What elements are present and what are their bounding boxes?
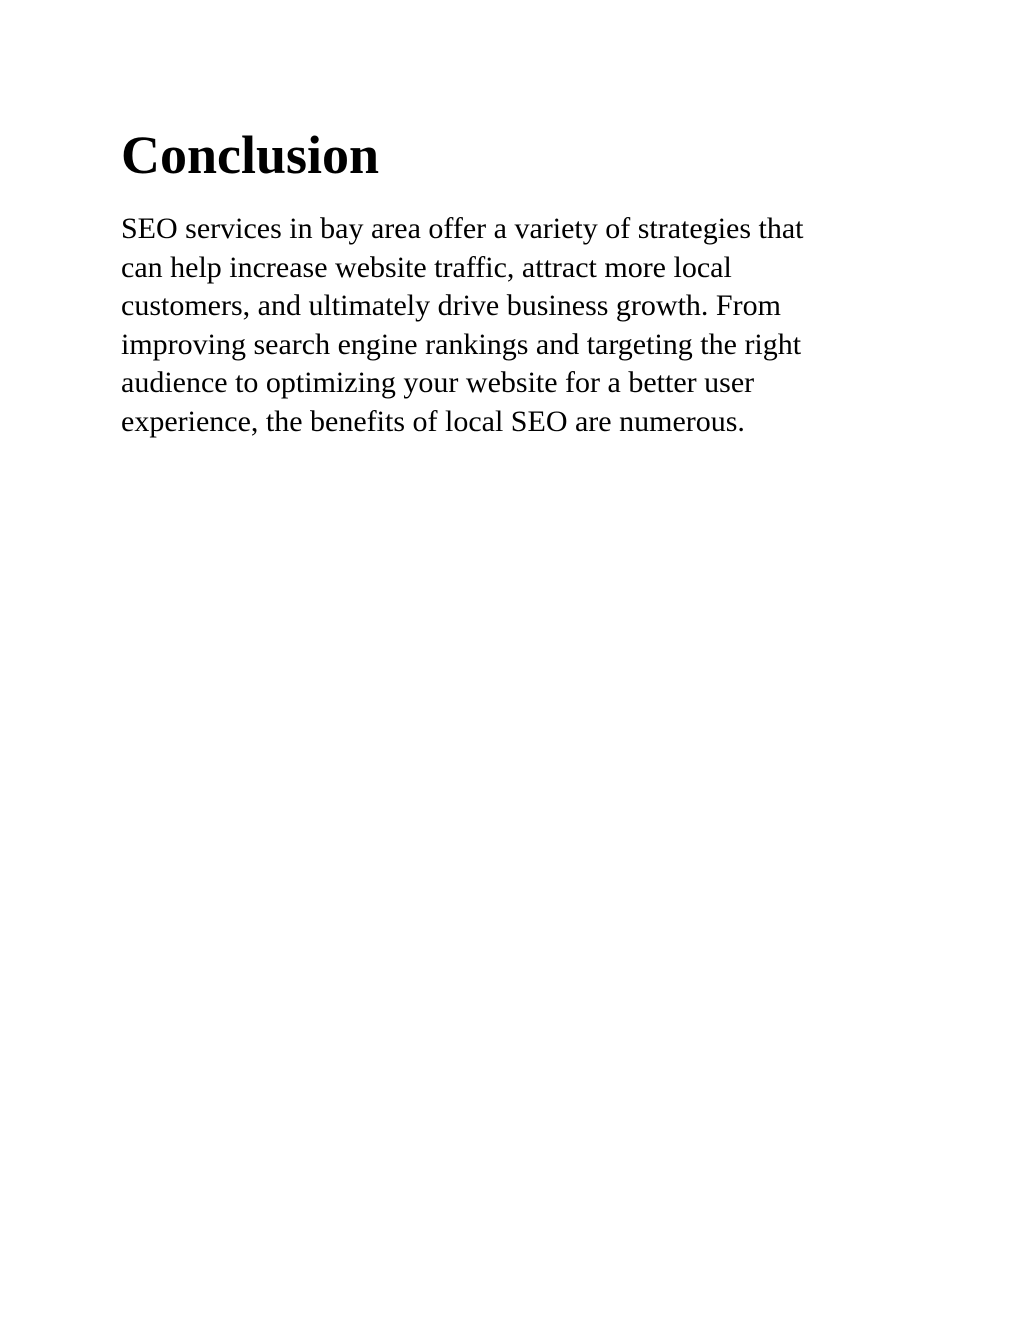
paragraph-line: SEO services in bay area offer a variety of strategies that xyxy=(121,212,804,245)
paragraph-line: improving search engine rankings and targeting the right xyxy=(121,327,802,361)
conclusion-paragraph xyxy=(121,210,901,441)
paragraph-line: audience to optimizing your website for a better user xyxy=(121,366,755,399)
page-title: Conclusion xyxy=(121,125,380,185)
paragraph-line: experience, the benefits of local SEO are numerous. xyxy=(121,404,745,438)
paragraph-line: customers, and ultimately drive business growth. From xyxy=(121,289,781,322)
paragraph-line: can help increase website traffic, attract more local xyxy=(121,250,732,284)
